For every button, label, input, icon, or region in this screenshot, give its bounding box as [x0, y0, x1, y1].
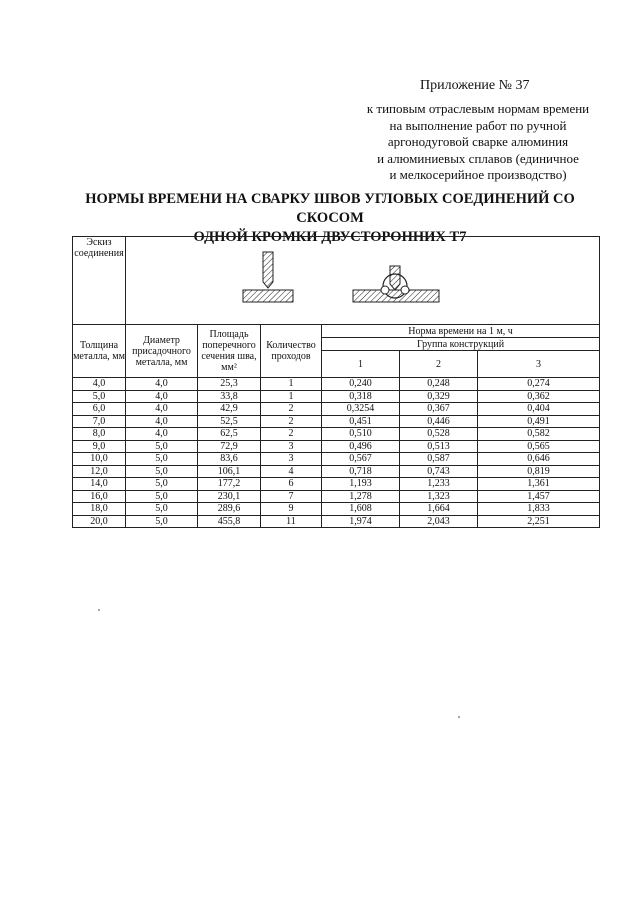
- header-group-1: 1: [322, 351, 400, 378]
- header-passes: Количество проходов: [261, 325, 322, 378]
- table-cell: 5,0: [126, 453, 198, 466]
- table-cell: 6: [261, 478, 322, 491]
- table-cell: 455,8: [198, 515, 261, 528]
- appendix-subtitle: [358, 101, 598, 184]
- left-joint-sketch: [243, 252, 293, 302]
- table-cell: 10,0: [73, 453, 126, 466]
- table-cell: 5,0: [126, 503, 198, 516]
- table-cell: 177,2: [198, 478, 261, 491]
- table-cell: 5,0: [126, 490, 198, 503]
- table-cell: 4,0: [126, 403, 198, 416]
- sketch-row: [73, 237, 600, 325]
- header-group: Группа конструкций: [322, 338, 600, 351]
- table-cell: 2,251: [478, 515, 600, 528]
- table-cell: 16,0: [73, 490, 126, 503]
- table-cell: 7: [261, 490, 322, 503]
- table-cell: 9: [261, 503, 322, 516]
- table-cell: 1,664: [400, 503, 478, 516]
- table-cell: 0,582: [478, 428, 600, 441]
- appendix-line: к типовым отраслевым нормам времени: [366, 101, 590, 116]
- table-row: [73, 390, 600, 403]
- table-cell: 0,318: [322, 390, 400, 403]
- table-cell: 4,0: [73, 378, 126, 391]
- table-row: [73, 515, 600, 528]
- table-cell: 2: [261, 415, 322, 428]
- scan-speck: [458, 716, 460, 718]
- table-cell: 52,5: [198, 415, 261, 428]
- appendix-line: на выполнение работ по ручной: [389, 117, 567, 133]
- header-group-2: 2: [400, 351, 478, 378]
- table-cell: 0,528: [400, 428, 478, 441]
- table-cell: 5,0: [126, 515, 198, 528]
- header-thickness: Толщина металла, мм: [73, 325, 126, 378]
- norms-table: [72, 236, 600, 528]
- header-norm: Норма времени на 1 м, ч: [322, 325, 600, 338]
- table-cell: 2: [261, 428, 322, 441]
- table-cell: 0,362: [478, 390, 600, 403]
- table-cell: 1: [261, 390, 322, 403]
- table-cell: 2,043: [400, 515, 478, 528]
- table-row: [73, 440, 600, 453]
- table-cell: 25,3: [198, 378, 261, 391]
- table-cell: 4,0: [126, 415, 198, 428]
- appendix-line: и мелкосерийное производство): [389, 167, 567, 182]
- table-cell: 0,819: [478, 465, 600, 478]
- table-cell: 1,974: [322, 515, 400, 528]
- table-cell: 0,404: [478, 403, 600, 416]
- table-cell: 5,0: [126, 440, 198, 453]
- table-cell: 0,496: [322, 440, 400, 453]
- table-cell: 4,0: [126, 378, 198, 391]
- title-line: ОДНОЙ КРОМКИ ДВУСТОРОННИХ Т7: [193, 229, 467, 245]
- table-row: [73, 453, 600, 466]
- table-cell: 11: [261, 515, 322, 528]
- table-row: [73, 415, 600, 428]
- weld-sketch: [126, 237, 600, 325]
- table-cell: 14,0: [73, 478, 126, 491]
- table-cell: 106,1: [198, 465, 261, 478]
- table-cell: 0,274: [478, 378, 600, 391]
- header-area: Площадь поперечного сечения шва, мм²: [198, 325, 261, 378]
- table-cell: 5,0: [126, 478, 198, 491]
- table-row: [73, 378, 600, 391]
- table-cell: 0,451: [322, 415, 400, 428]
- table-cell: 4,0: [126, 428, 198, 441]
- header-diameter: Диаметр присадочного металла, мм: [126, 325, 198, 378]
- table-cell: 1: [261, 378, 322, 391]
- table-row: [73, 490, 600, 503]
- weld-joint-diagram: [213, 244, 513, 314]
- table-cell: 1,233: [400, 478, 478, 491]
- table-cell: 289,6: [198, 503, 261, 516]
- table-cell: 1,278: [322, 490, 400, 503]
- table-body: [73, 378, 600, 528]
- table-cell: 3: [261, 453, 322, 466]
- table-cell: 0,491: [478, 415, 600, 428]
- scan-speck: [98, 609, 100, 611]
- table-cell: 1,457: [478, 490, 600, 503]
- table-cell: 9,0: [73, 440, 126, 453]
- title-line: НОРМЫ ВРЕМЕНИ НА СВАРКУ ШВОВ УГЛОВЫХ СОЕДИНЕНИЙ СО СКОСОМ: [85, 191, 575, 226]
- table-cell: 4,0: [126, 390, 198, 403]
- table-cell: 0,510: [322, 428, 400, 441]
- table-cell: 0,329: [400, 390, 478, 403]
- right-joint-sketch: [353, 266, 439, 302]
- appendix-line: и алюминиевых сплавов (единичное: [377, 150, 579, 166]
- appendix-title: Приложение № 37: [420, 78, 530, 93]
- table-cell: 62,5: [198, 428, 261, 441]
- table-row: [73, 465, 600, 478]
- table-cell: 6,0: [73, 403, 126, 416]
- table-cell: 0,565: [478, 440, 600, 453]
- table-cell: 0,3254: [322, 403, 400, 416]
- table-cell: 5,0: [73, 390, 126, 403]
- table-cell: 4: [261, 465, 322, 478]
- table-cell: 0,567: [322, 453, 400, 466]
- table-cell: 72,9: [198, 440, 261, 453]
- table-row: [73, 503, 600, 516]
- table-cell: 230,1: [198, 490, 261, 503]
- table-cell: 7,0: [73, 415, 126, 428]
- table-cell: 0,367: [400, 403, 478, 416]
- header-group-3: 3: [478, 351, 600, 378]
- table-row: [73, 403, 600, 416]
- table-cell: 1,608: [322, 503, 400, 516]
- header-row: [73, 325, 600, 338]
- table-cell: 42,9: [198, 403, 261, 416]
- table-cell: 0,743: [400, 465, 478, 478]
- table-row: [73, 478, 600, 491]
- table-cell: 1,833: [478, 503, 600, 516]
- table-cell: 0,446: [400, 415, 478, 428]
- table-row: [73, 428, 600, 441]
- table-cell: 0,646: [478, 453, 600, 466]
- table-cell: 0,240: [322, 378, 400, 391]
- table-cell: 0,718: [322, 465, 400, 478]
- table-cell: 1,323: [400, 490, 478, 503]
- sketch-label: Эскиз соединения: [73, 237, 126, 325]
- table-cell: 5,0: [126, 465, 198, 478]
- table-cell: 0,513: [400, 440, 478, 453]
- table-cell: 1,361: [478, 478, 600, 491]
- table-cell: 0,587: [400, 453, 478, 466]
- table-cell: 20,0: [73, 515, 126, 528]
- table-cell: 8,0: [73, 428, 126, 441]
- appendix-line: аргонодуговой сварке алюминия: [387, 134, 569, 149]
- table-cell: 12,0: [73, 465, 126, 478]
- table-cell: 0,248: [400, 378, 478, 391]
- table-cell: 3: [261, 440, 322, 453]
- table-cell: 2: [261, 403, 322, 416]
- table-cell: 83,6: [198, 453, 261, 466]
- table-cell: 18,0: [73, 503, 126, 516]
- table-cell: 33,8: [198, 390, 261, 403]
- table-cell: 1,193: [322, 478, 400, 491]
